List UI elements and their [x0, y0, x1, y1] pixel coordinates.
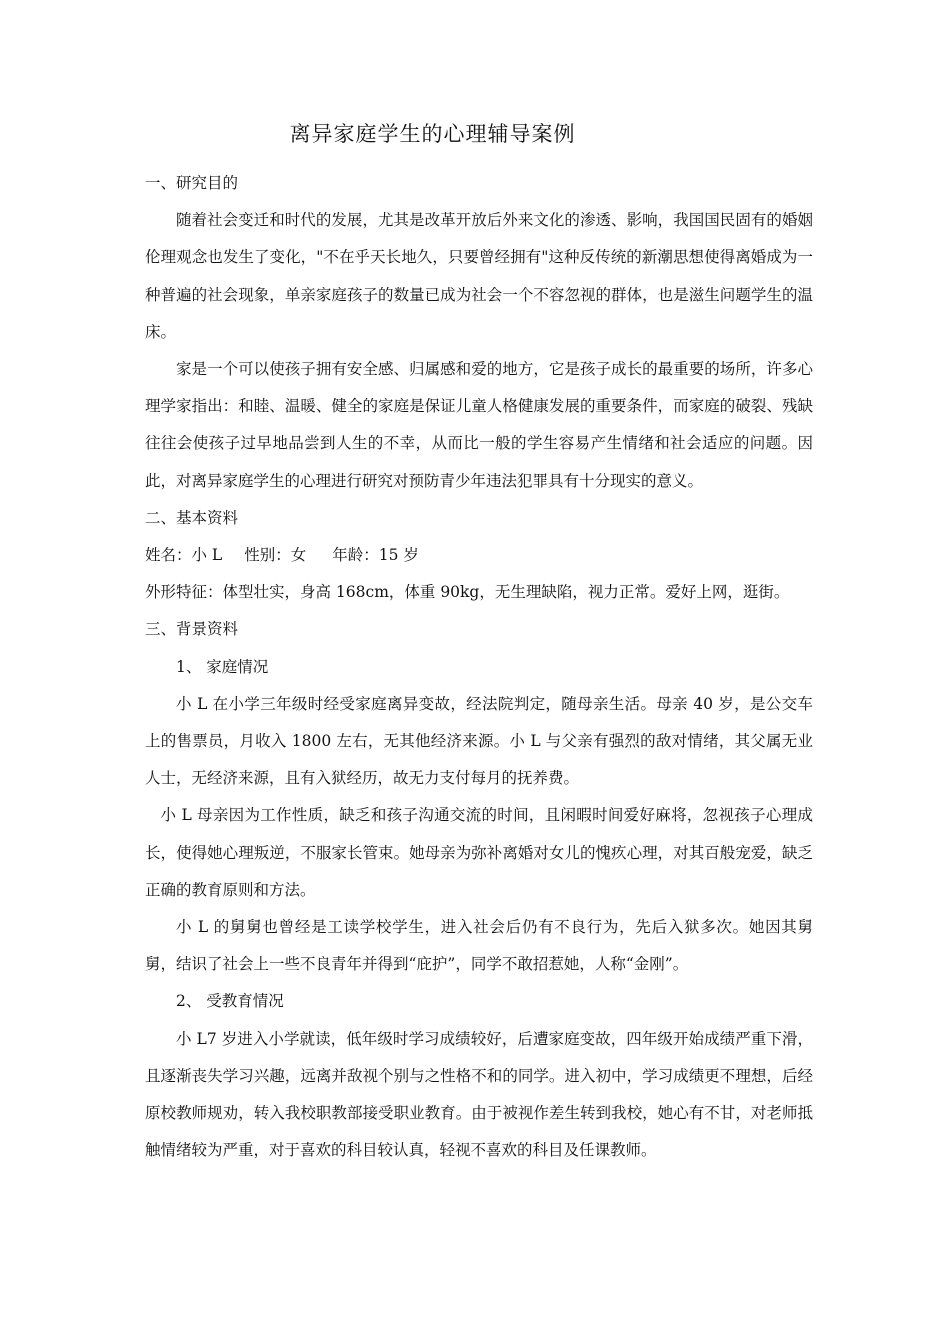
paragraph-purpose-2: 家是一个可以使孩子拥有安全感、归属感和爱的地方，它是孩子成长的最重要的场所，许多心理学家指出：和睦、温暖、健全的家庭是保证儿童人格健康发展的重要条件，而家庭的破裂、残缺往往会使孩子过早地品尝到人生的不幸，从而比一般的学生容易产生情绪和社会适应的问题。因此，对离异家庭学生的心理进行研究对预防青少年违法犯罪具有十分现实的意义。	[145, 360, 813, 490]
basic-info-age: 年龄：15 岁	[332, 546, 419, 565]
basic-info-row	[145, 537, 813, 574]
paragraph-family-1: 小 L 在小学三年级时经受家庭离异变故，经法院判定，随母亲生活。母亲 40 岁，是公交车上的售票员，月收入 1800 左右，无其他经济来源。小 L 与父亲有强烈的敌对情绪，其父属无业人士，无经济来源，且有入狱经历，故无力支付每月的抚养费。	[145, 694, 813, 788]
paragraph-education: 小 L7 岁进入小学就读，低年级时学习成绩较好，后遭家庭变故，四年级开始成绩严重下滑，且逐渐丧失学习兴趣，远离并敌视个别与之性格不和的同学。进入初中，学习成绩更不理想，后经原校教师规劝，转入我校职教部接受职业教育。由于被视作差生转到我校，她心有不甘，对老师抵触情绪较为严重，对于喜欢的科目较认真，轻视不喜欢的科目及任课教师。	[145, 1029, 813, 1160]
basic-info-features: 外形特征：体型壮实，身高 168cm，体重 90kg，无生理缺陷，视力正常。爱好上网，逛街。	[145, 583, 790, 602]
document-title: 离异家庭学生的心理辅导案例	[289, 122, 576, 146]
section-heading-background: 三、背景资料	[145, 620, 239, 639]
subheading-family: 1、 家庭情况	[176, 657, 269, 676]
section-heading-purpose: 一、研究目的	[145, 174, 239, 192]
paragraph-purpose-1: 随着社会变迁和时代的发展，尤其是改革开放后外来文化的渗透、影响，我国国民固有的婚姻伦理观念也发生了变化，"不在乎天长地久，只要曾经拥有"这种反传统的新潮思想使得离婚成为一种普遍的社会现象，单亲家庭孩子的数量已成为社会一个不容忽视的群体，也是滋生问题学生的温床。	[145, 211, 813, 341]
paragraph-family-3: 小 L 的舅舅也曾经是工读学校学生，进入社会后仍有不良行为，先后入狱多次。她因其舅舅，结识了社会上一些不良青年并得到“庇护”，同学不敢招惹她，人称“金刚”。	[145, 918, 813, 974]
paragraph-family-2: 小 L 母亲因为工作性质，缺乏和孩子沟通交流的时间，且闲暇时间爱好麻将，忽视孩子心理成长，使得她心理叛逆，不服家长管束。她母亲为弥补离婚对女儿的愧疚心理，对其百般宠爱，缺乏正确的教育原则和方法。	[145, 806, 813, 899]
subheading-education: 2、 受教育情况	[176, 992, 284, 1011]
basic-info-name: 姓名：小 L	[145, 546, 223, 565]
basic-info-gender: 性别：女	[244, 546, 307, 565]
document-body	[145, 165, 813, 1169]
section-heading-basic-info: 二、基本资料	[145, 508, 239, 527]
